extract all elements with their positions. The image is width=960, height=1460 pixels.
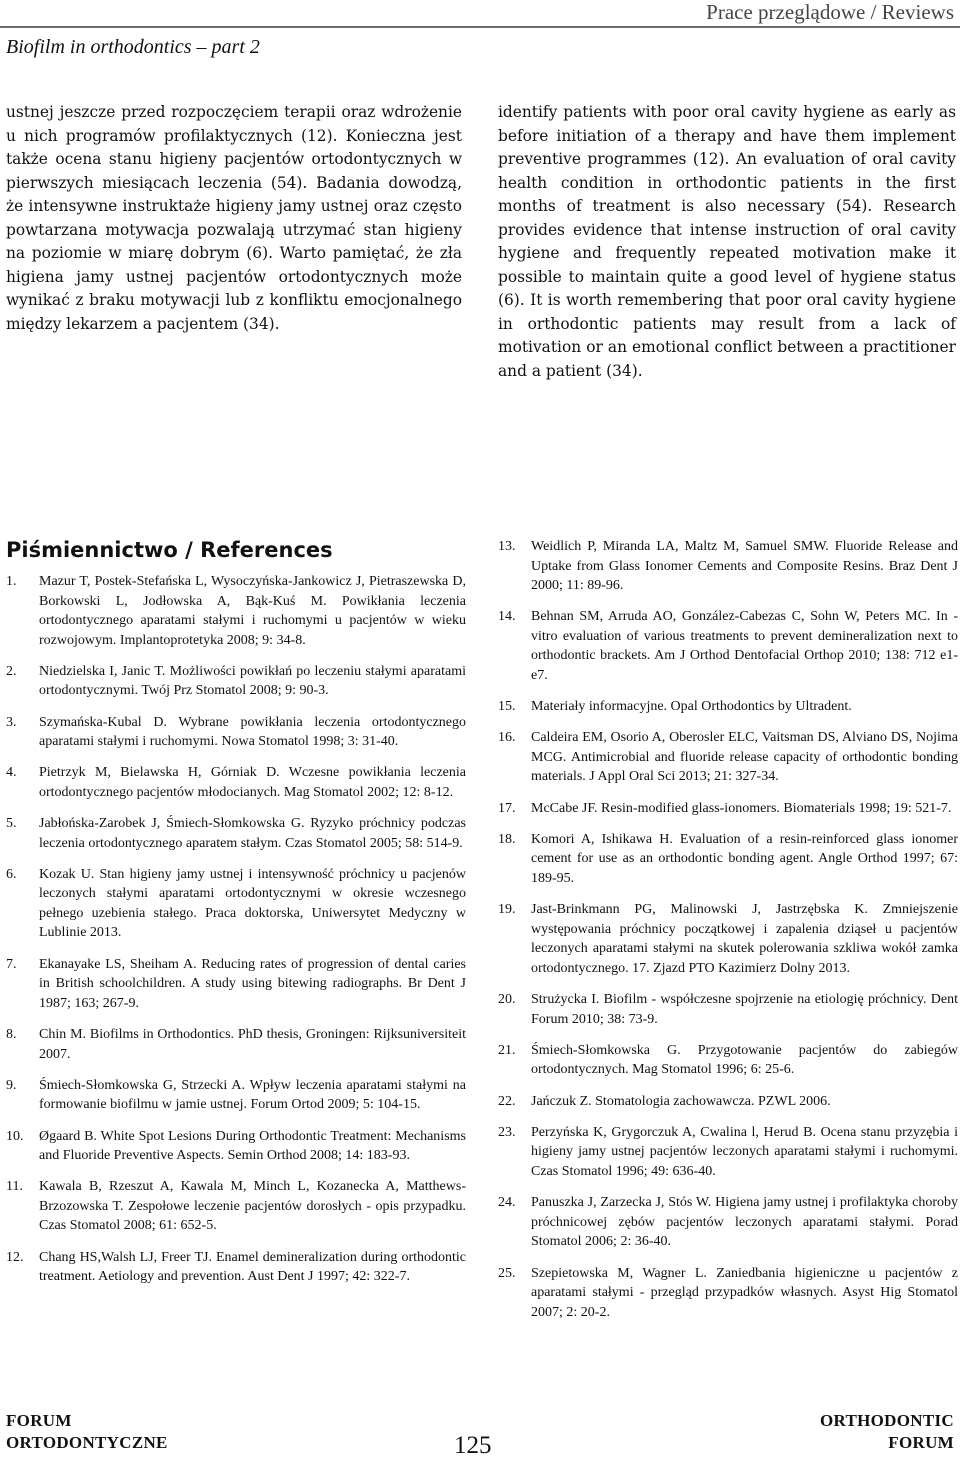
reference-number: 4.: [6, 765, 17, 781]
reference-number: 20.: [498, 992, 516, 1008]
reference-number: 11.: [6, 1179, 23, 1195]
reference-text: Kozak U. Stan higieny jamy ustnej i intensywność próchnicy u pacjenów leczonych stałymi aparatami ortodontycznymi w okresie wczesnego pełnego uzebienia stałego. Praca doktorska, Uniwersytet Medyczny w Lublinie 2013.: [39, 866, 466, 941]
reference-text: Komori A, Ishikawa H. Evaluation of a resin-reinforced glass ionomer cement for use as an orthodontic bonding agent. Angle Orthod 1997; 67: 189-95.: [531, 831, 958, 886]
reference-number: 3.: [6, 714, 17, 730]
reference-item: [498, 697, 958, 717]
reference-text: Panuszka J, Zarzecka J, Stós W. Higiena jamy ustnej i profilaktyka choroby próchnicowej zębów pacjentów leczonych aparatami stałymi. Porad Stomatol 2006; 2: 36-40.: [531, 1195, 958, 1250]
reference-number: 12.: [6, 1249, 24, 1265]
reference-item: [6, 1127, 466, 1166]
reference-item: [6, 814, 466, 853]
reference-item: [498, 1041, 958, 1080]
running-title: Biofilm in orthodontics – part 2: [6, 36, 260, 58]
reference-text: Ekanayake LS, Sheiham A. Reducing rates of progression of dental caries in British schoolchildren. A study using bitewing radiographs. Br Dent J 1987; 163; 267-9.: [39, 956, 466, 1011]
reference-item: [6, 763, 466, 802]
reference-number: 2.: [6, 663, 17, 679]
reference-text: Jast-Brinkmann PG, Malinowski J, Jastrzębska K. Zmniejszenie występowania próchnicy początkowej i zapalenia dziąseł u pacjentów leczonych aparatami stałymi na skutek polerowania szkliwa wokół zamka ortodontycznego. 17. Zjazd PTO Kazimierz Dolny 2013.: [531, 902, 958, 976]
reference-text: Śmiech-Słomkowska G. Przygotowanie pacjentów do zabiegów ortodontycznych. Mag Stomatol 1996; 6: 25-6.: [531, 1042, 958, 1078]
reference-text: Øgaard B. White Spot Lesions During Orthodontic Treatment: Mechanisms and Fluoride Preventive Aspects. Semin Orthod 2008; 14: 183-93.: [39, 1128, 466, 1164]
reference-number: 24.: [498, 1195, 516, 1211]
reference-item: [498, 1123, 958, 1182]
reference-text: Szepietowska M, Wagner L. Zaniedbania higieniczne u pacjentów z aparatami stałymi - przegląd przypadków własnych. Asyst Hig Stomatol 2007; 2: 20-2.: [531, 1265, 958, 1320]
reference-number: 13.: [498, 539, 516, 554]
reference-number: 15.: [498, 699, 516, 715]
reference-item: [498, 900, 958, 978]
reference-text: McCabe JF. Resin-modified glass-ionomers. Biomaterials 1998; 19: 521-7.: [531, 800, 952, 816]
reference-text: Śmiech-Słomkowska G, Strzecki A. Wpływ leczenia aparatami stałymi na formowanie biofilmu w jamie ustnej. Forum Ortod 2009; 5: 104-15.: [39, 1077, 466, 1113]
reference-number: 16.: [498, 730, 516, 746]
reference-item: [498, 1193, 958, 1252]
reference-item: [498, 728, 958, 787]
reference-item: [6, 865, 466, 943]
reference-text: Perzyńska K, Grygorczuk A, Cwalina l, Herud B. Ocena stanu przyzębia i higieny jamy ustnej pacjentów leczonych aparatami stałymi i ruchomymi. Czas Stomatol 1996; 49: 636-40.: [531, 1124, 958, 1179]
reference-item: [498, 537, 958, 596]
reference-number: 23.: [498, 1124, 516, 1140]
references-heading: Piśmiennictwo / References: [6, 538, 333, 562]
reference-number: 18.: [498, 831, 516, 847]
reference-text: Strużycka I. Biofilm - współczesne spojrzenie na etiologię próchnicy. Dent Forum 2010; 38: 73-9.: [531, 992, 958, 1027]
reference-text: Jańczuk Z. Stomatologia zachowawcza. PZWL 2006.: [531, 1093, 831, 1109]
reference-number: 9.: [6, 1077, 17, 1093]
footer-left-line-1: FORUM: [6, 1411, 72, 1430]
reference-number: 1.: [6, 574, 17, 589]
reference-item: [6, 1177, 466, 1236]
polish-paragraph: ustnej jeszcze przed rozpoczęciem terapii oraz wdrożenie u nich programów profilaktycznych (12). Konieczna jest także ocena stanu higieny pacjentów ortodontycznych w pierwszych miesiącach leczenia (54). Badania dowodzą, że intensywne instruktaże higieny jamy ustnej oraz często powtarzana motywacja pozwalają utrzymać stan higieny na poziomie w miarę dobrym (6). Warto pamiętać, że zła higiena jamy ustnej pacjentów ortodontycznych może wynikać z braku motywacji lub z konfliktu emocjonalnego między lekarzem a pacjentem (34).: [6, 103, 462, 333]
reference-text: Niedzielska I, Janic T. Możliwości powikłań po leczeniu stałymi aparatami ortodontycznymi. Twój Prz Stomatol 2008; 9: 90-3.: [39, 663, 466, 699]
english-paragraph: identify patients with poor oral cavity hygiene as early as before initiation of a therapy and have them implement preventive programmes (12). An evaluation of oral cavity health condition in orthodontic patients in the first months of treatment is also necessary (54). Research provides evidence that intense instruction of oral cavity hygiene and frequently repeated motivation make it possible to maintain quite a good level of hygiene status (6). It is worth remembering that poor oral cavity hygiene in orthodontic patients may result from a lack of motivation or an emotional conflict between a practitioner and a patient (34).: [498, 103, 956, 380]
reference-item: [6, 662, 466, 701]
reference-number: 19.: [498, 902, 516, 918]
references-right-column: [498, 537, 958, 1334]
reference-number: 8.: [6, 1027, 17, 1043]
reference-text: Materiały informacyjne. Opal Orthodontics by Ultradent.: [531, 699, 852, 715]
reference-number: 25.: [498, 1265, 516, 1281]
reference-item: [6, 955, 466, 1014]
page-number: 125: [454, 1432, 492, 1459]
reference-text: Behnan SM, Arruda AO, González-Cabezas C, Sohn W, Peters MC. In - vitro evaluation of various treatments to prevent demineralization next to orthodontic brackets. Am J Orthod Dentofacial Orthop 2010; 138: 712 e1- e7.: [531, 609, 958, 683]
reference-number: 14.: [498, 609, 516, 625]
journal-name-polish: [6, 1410, 168, 1454]
reference-item: [6, 713, 466, 752]
reference-text: Jabłońska-Zarobek J, Śmiech-Słomkowska G. Ryzyko próchnicy podczas leczenia ortodontycznego aparatem stałym. Czas Stomatol 2005; 58: 514-9.: [39, 816, 466, 851]
reference-text: Chang HS,Walsh LJ, Freer TJ. Enamel demineralization during orthodontic treatment. Aetiology and prevention. Aust Dent J 1997; 42: 322-7.: [39, 1249, 466, 1285]
reference-text: Pietrzyk M, Bielawska H, Górniak D. Wczesne powikłania leczenia ortodontycznego pacjentów młodocianych. Mag Stomatol 2002; 12: 8-12.: [39, 765, 466, 800]
reference-text: Kawala B, Rzeszut A, Kawala M, Minch L, Kozanecka A, Matthews-Brzozowska T. Zespołowe leczenie pacjentów dorosłych - opis przypadku. Czas Stomatol 2008; 61: 652-5.: [39, 1179, 466, 1234]
header-rule: [0, 26, 960, 28]
reference-number: 22.: [498, 1093, 516, 1109]
reference-item: [6, 1076, 466, 1115]
reference-item: [498, 1264, 958, 1323]
reference-number: 5.: [6, 816, 17, 832]
footer-right-line-2: FORUM: [888, 1433, 954, 1452]
reference-item: [6, 1248, 466, 1287]
reference-text: Mazur T, Postek-Stefańska L, Wysoczyńska-Jankowicz J, Pietraszewska D, Borkowski L, Jodłowska A, Bąk-Kuś M. Powikłania leczenia ortodontycznego aparatami stałymi i ruchomymi u pacjentów w wieku rozwojowym. Implantoprotetyka 2008; 9: 34-8.: [39, 574, 466, 648]
reference-text: Szymańska-Kubal D. Wybrane powikłania leczenia ortodontycznego aparatami stałymi i ruchomymi. Nowa Stomatol 1998; 3: 31-40.: [39, 714, 466, 750]
journal-name-english: [820, 1410, 954, 1454]
reference-item: [498, 990, 958, 1029]
references-left-column: [6, 572, 466, 1299]
reference-item: [6, 572, 466, 650]
section-label: Prace przeglądowe / Reviews: [706, 0, 954, 24]
reference-number: 7.: [6, 956, 17, 972]
reference-text: Weidlich P, Miranda LA, Maltz M, Samuel SMW. Fluoride Release and Uptake from Glass Ionomer Cements and Composite Resins. Braz Dent J 2000; 11: 89-96.: [531, 539, 958, 593]
reference-item: [6, 1025, 466, 1064]
reference-number: 21.: [498, 1042, 516, 1058]
reference-item: [498, 607, 958, 685]
footer-left-line-2: ORTODONTYCZNE: [6, 1433, 168, 1452]
reference-item: [498, 799, 958, 819]
reference-number: 6.: [6, 866, 17, 882]
reference-number: 10.: [6, 1128, 24, 1144]
reference-text: Caldeira EM, Osorio A, Oberosler ELC, Vaitsman DS, Alviano DS, Nojima MCG. Antimicrobial and fluoride release capacity of orthodontic bonding materials. J Appl Oral Sci 2013; 21: 327-34.: [531, 730, 958, 785]
reference-number: 17.: [498, 800, 516, 816]
reference-text: Chin M. Biofilms in Orthodontics. PhD thesis, Groningen: Rijksuniversiteit 2007.: [39, 1027, 466, 1062]
reference-item: [498, 830, 958, 889]
reference-item: [498, 1092, 958, 1112]
footer-right-line-1: ORTHODONTIC: [820, 1411, 954, 1430]
